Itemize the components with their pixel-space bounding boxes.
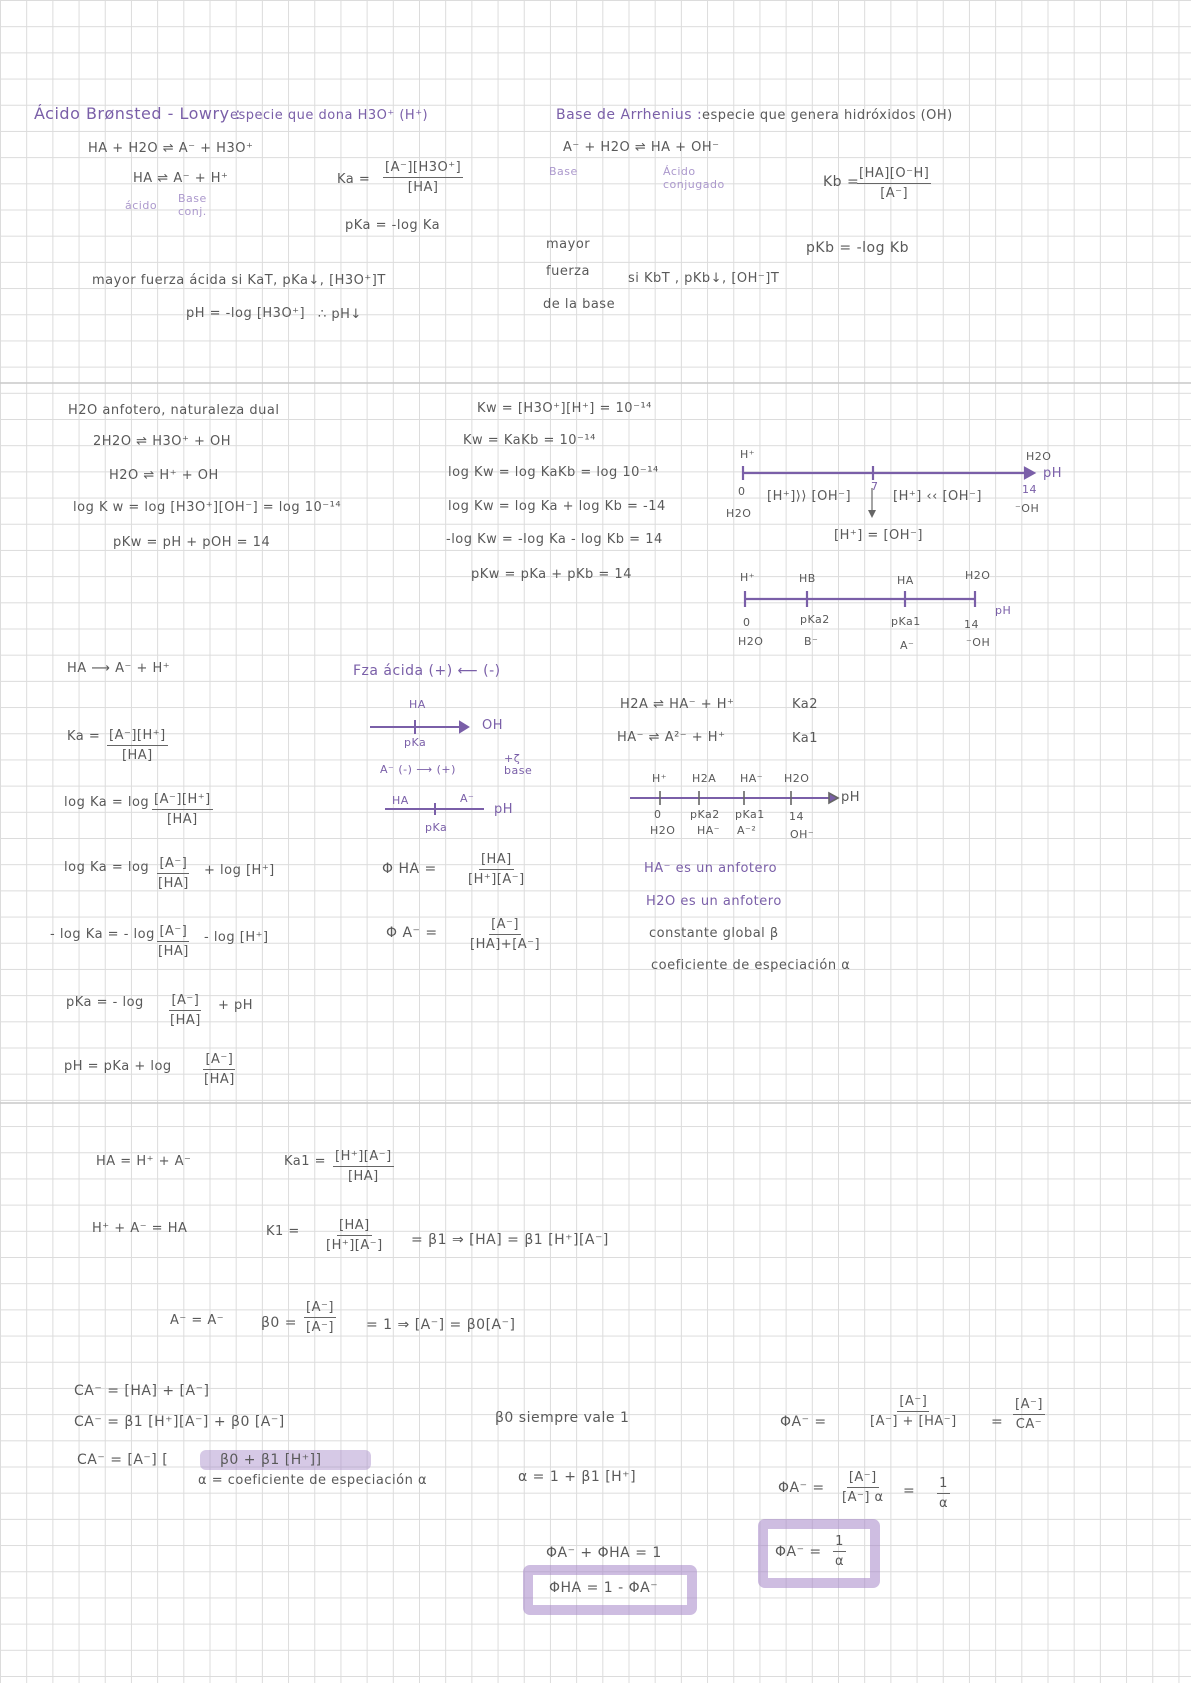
scale2-ha: HA [897, 574, 914, 587]
phi-ha-denominator: [H⁺][A⁻] [468, 872, 525, 887]
ka-fraction [383, 160, 463, 195]
kw-l4: log Kw = log Ka + log Kb = -14 [448, 499, 666, 514]
bronsted-eq1: HA + H2O ⇌ A⁻ + H3O⁺ [88, 141, 254, 156]
betas-eq1: HA = H⁺ + A⁻ [96, 1154, 192, 1169]
betas-k1-rhs: = β1 ⇒ [HA] = β1 [H⁺][A⁻] [411, 1232, 609, 1248]
phi-a2-equals: = [903, 1483, 916, 1499]
ph-definition: pH = -log [H3O⁺] [186, 306, 306, 321]
log3-rhs: - log [H⁺] [204, 930, 269, 945]
label-base-conj: Base conj. [178, 192, 207, 219]
log3-numerator: [A⁻] [157, 924, 189, 942]
scale1-zero: 0 [738, 485, 746, 498]
betas-k1-lhs: K1 = [266, 1224, 300, 1239]
scale1-h2o-bottom: H2O [726, 507, 752, 520]
diprotic-bot-h2o: H2O [650, 824, 676, 837]
betas-b0-numerator: [A⁻] [304, 1300, 336, 1318]
phi-a1-fraction [868, 1394, 959, 1429]
betas-ka-fraction [333, 1149, 394, 1184]
kb-denominator: [A⁻] [880, 186, 909, 201]
base-strength-rule: si KbT , pKb↓, [OH⁻]T [628, 271, 780, 286]
scale2-b-minus: B⁻ [804, 635, 819, 648]
alpha-l3-highlighted: β0 + β1 [H⁺]] [220, 1452, 322, 1468]
label-acid-conj: Ácido conjugado [663, 165, 725, 192]
ka-denominator: [HA] [407, 180, 439, 195]
b0-always-one: β0 siempre vale 1 [495, 1410, 630, 1426]
alpha-l4: α = coeficiente de especiación α [198, 1473, 428, 1488]
arrhenius-eq: A⁻ + H2O ⇌ HA + OH⁻ [563, 140, 720, 155]
diprotic-k2: Ka1 [792, 731, 819, 746]
diprotic-pk-0: 0 [654, 808, 662, 821]
log1-lhs: log Ka = log [64, 795, 150, 810]
phi-a-lhs: Φ A⁻ = [386, 925, 438, 941]
phi-a2-lhs: ΦA⁻ = [778, 1480, 825, 1496]
diprotic-pk-14: 14 [789, 810, 804, 823]
phi-a2-fraction-2 [937, 1476, 950, 1511]
log2-lhs: log Ka = log [64, 860, 150, 875]
ka2-numerator: [A⁻][H⁺] [107, 728, 168, 746]
arrhenius-definition: especie que genera hidróxidos (OH) [702, 108, 953, 123]
scale1-acid-side: [H⁺]⟩⟩ [OH⁻] [767, 489, 852, 504]
pka-hh-rhs: + pH [218, 998, 254, 1013]
scale2-pka1: pKa1 [891, 615, 921, 628]
diprotic-scale [630, 791, 838, 805]
scale2-hb: HB [799, 572, 816, 585]
strength-a-line: A⁻ (-) ⟶ (+) [380, 763, 456, 776]
scale1-oh: ⁻OH [1015, 502, 1040, 515]
base-strength-2: fuerza [546, 264, 590, 279]
scale1-seven: 7 [871, 480, 879, 493]
log3-denominator: [HA] [158, 944, 189, 959]
base-strength-3: de la base [543, 297, 616, 312]
scale2-h2o: H2O [965, 569, 991, 582]
betas-eq2: H⁺ + A⁻ = HA [92, 1221, 188, 1236]
scale1-h-plus: H⁺ [740, 448, 756, 461]
betas-k1-numerator: [HA] [337, 1218, 372, 1236]
log3-fraction [156, 924, 191, 959]
pkb-definition: pKb = -log Kb [806, 240, 909, 256]
bronsted-title: Ácido Brønsted - Lowry : [34, 104, 242, 123]
betas-b0-denominator: [A⁻] [306, 1320, 334, 1335]
diprotic-top-h: H⁺ [652, 772, 668, 785]
diprotic-pk-a1: pKa1 [735, 808, 765, 821]
betas-ka-denominator: [HA] [347, 1169, 379, 1184]
ka2-fraction [107, 728, 168, 763]
phi-a-fraction [468, 917, 542, 952]
betas-b0-lhs: β0 = [261, 1315, 298, 1331]
phi-a3-denominator: α [835, 1554, 845, 1569]
strength-pka2: pKa [425, 821, 448, 834]
pka-hh-lhs: pKa = - log [66, 995, 144, 1010]
phi-a2-numerator-2: 1 [937, 1476, 950, 1494]
phi-a2-denominator: [A⁻] α [842, 1490, 884, 1505]
alpha-l1: CA⁻ = [HA] + [A⁻] [74, 1383, 210, 1399]
phi-a-numerator: [A⁻] [489, 917, 521, 935]
ph-hh-denominator: [HA] [204, 1072, 235, 1087]
log2-numerator: [A⁻] [157, 856, 189, 874]
phi-a1-fraction-2 [1013, 1397, 1045, 1432]
label-base: Base [549, 165, 578, 178]
phi-ha-numerator: [HA] [479, 852, 514, 870]
scale1-ph: pH [1043, 466, 1063, 481]
water-amphoteric: H2O anfotero, naturaleza dual [68, 403, 280, 418]
betas-ka-lhs: Ka1 = [284, 1154, 327, 1169]
alpha-l2: CA⁻ = β1 [H⁺][A⁻] + β0 [A⁻] [74, 1414, 285, 1430]
betas-eq3: A⁻ = A⁻ [170, 1313, 225, 1328]
dissociation-eq: HA ⟶ A⁻ + H⁺ [67, 661, 171, 676]
strength-ph: pH [494, 802, 514, 817]
acid-strength-rule: mayor fuerza ácida si KaT, pKa↓, [H3O⁺]T [92, 273, 386, 288]
diprotic-eq1: H2A ⇌ HA⁻ + H⁺ [620, 697, 735, 712]
scale1-h2o-top: H2O [1026, 450, 1052, 463]
strength-ha: HA [409, 698, 426, 711]
ph-hh-fraction [202, 1052, 237, 1087]
phi-a2-numerator: [A⁻] [847, 1470, 879, 1488]
diprotic-eq2: HA⁻ ⇌ A²⁻ + H⁺ [617, 730, 726, 745]
diprotic-top-ha: HA⁻ [740, 772, 764, 785]
ka-numerator: [A⁻][H3O⁺] [383, 160, 463, 178]
pka-hh-fraction [168, 993, 203, 1028]
strength-base-note: +ζ base [504, 752, 533, 778]
diprotic-bot-oh: OH⁻ [790, 828, 815, 841]
pka-definition: pKa = -log Ka [345, 218, 441, 233]
kb-lhs: Kb = [823, 174, 860, 190]
log1-fraction [152, 792, 213, 827]
phi-a1-numerator: [A⁻] [897, 1394, 929, 1412]
kw-l2: Kw = KaKb = 10⁻¹⁴ [463, 433, 596, 448]
scale1-neutral: [H⁺] = [OH⁻] [834, 528, 923, 543]
phi-a2-denominator-2: α [939, 1496, 949, 1511]
kb-numerator: [HA][O⁻H] [857, 166, 931, 184]
ka2-lhs: Ka = [67, 729, 101, 744]
strength-title: Fza ácida (+) ⟵ (-) [353, 663, 501, 679]
diprotic-ph: pH [841, 790, 861, 805]
betas-k1-fraction [324, 1218, 385, 1253]
scale2-oh: ⁻OH [966, 636, 991, 649]
pkw-eq: pKw = pH + pOH = 14 [113, 535, 271, 550]
strength-pka: pKa [404, 736, 427, 749]
log3-lhs: - log Ka = - log [50, 927, 155, 942]
scale1-fourteen: 14 [1022, 483, 1037, 496]
betas-k1-denominator: [H⁺][A⁻] [326, 1238, 383, 1253]
alpha-equation: α = 1 + β1 [H⁺] [518, 1469, 637, 1485]
log1-numerator: [A⁻][H⁺] [152, 792, 213, 810]
note-speciation-coef: coeficiente de especiación α [651, 958, 851, 973]
log1-denominator: [HA] [166, 812, 198, 827]
ph-scale-2 [745, 591, 975, 607]
phi-sum: ΦA⁻ + ΦHA = 1 [546, 1545, 662, 1561]
diprotic-pk-a2: pKa2 [690, 808, 720, 821]
bronsted-definition: especie que dona H3O⁺ (H⁺) [230, 108, 429, 123]
kw-l5: -log Kw = -log Ka - log Kb = 14 [446, 532, 663, 547]
strength-a-minus: A⁻ [460, 792, 475, 805]
note-global-constant: constante global β [649, 926, 779, 941]
base-strength-1: mayor [546, 237, 591, 252]
scale2-pka2: pKa2 [800, 613, 830, 626]
diprotic-bot-a2: A⁻² [737, 824, 757, 837]
diprotic-k1: Ka2 [792, 697, 819, 712]
ka2-denominator: [HA] [121, 748, 153, 763]
kb-fraction [857, 166, 931, 201]
scale2-fourteen: 14 [964, 618, 979, 631]
phi-ha-complement: ΦHA = 1 - ΦA⁻ [549, 1580, 659, 1596]
scale2-h2o-bottom: H2O [738, 635, 764, 648]
ph-note: ∴ pH↓ [318, 307, 362, 322]
phi-a1-denominator: [A⁻] + [HA⁻] [870, 1414, 957, 1429]
kw-l3: log Kw = log KaKb = log 10⁻¹⁴ [448, 465, 659, 480]
diprotic-bot-ha: HA⁻ [697, 824, 721, 837]
ka-lhs: Ka = [337, 172, 371, 187]
phi-a1-numerator-2: [A⁻] [1013, 1397, 1045, 1415]
bronsted-eq2: HA ⇌ A⁻ + H⁺ [133, 171, 229, 186]
note-ha-amphoteric: HA⁻ es un anfotero [644, 861, 778, 876]
phi-a3-lhs: ΦA⁻ = [775, 1544, 822, 1560]
betas-b0-fraction [304, 1300, 336, 1335]
phi-a3-numerator: 1 [833, 1534, 846, 1552]
phi-ha-fraction [466, 852, 527, 887]
kw-l1: Kw = [H3O⁺][H⁺] = 10⁻¹⁴ [477, 401, 652, 416]
arrhenius-title: Base de Arrhenius : [556, 107, 703, 123]
scale2-zero: 0 [743, 616, 751, 629]
ph-hh-numerator: [A⁻] [203, 1052, 235, 1070]
ph-scale-1 [743, 466, 1034, 480]
phi-ha-lhs: Φ HA = [382, 861, 437, 877]
pka-hh-numerator: [A⁻] [169, 993, 201, 1011]
water-eq1: 2H2O ⇌ H3O⁺ + OH [93, 434, 232, 449]
betas-b0-rhs: = 1 ⇒ [A⁻] = β0[A⁻] [366, 1317, 516, 1333]
scale2-a-minus: A⁻ [900, 639, 915, 652]
log-kw-eq: log K w = log [H3O⁺][OH⁻] = log 10⁻¹⁴ [73, 500, 342, 515]
scale2-ph: pH [995, 604, 1012, 617]
scale1-base-side: [H⁺] ‹‹ [OH⁻] [893, 489, 982, 504]
phi-a1-lhs: ΦA⁻ = [780, 1414, 827, 1430]
diprotic-top-h2o: H2O [784, 772, 810, 785]
phi-a3-fraction [833, 1534, 846, 1569]
pka-hh-denominator: [HA] [170, 1013, 201, 1028]
kw-l6: pKw = pKa + pKb = 14 [471, 567, 632, 582]
note-h2o-amphoteric: H2O es un anfotero [646, 894, 782, 909]
phi-a1-equals: = [991, 1414, 1004, 1430]
phi-a-denominator: [HA]+[A⁻] [470, 937, 541, 952]
log2-rhs: + log [H⁺] [204, 863, 275, 878]
phi-a2-fraction [840, 1470, 886, 1505]
betas-ka-numerator: [H⁺][A⁻] [333, 1149, 394, 1167]
scale2-h-plus: H⁺ [740, 571, 756, 584]
strength-ha2: HA [392, 794, 409, 807]
diprotic-top-h2a: H2A [692, 772, 717, 785]
strength-oh: OH [482, 718, 504, 733]
log2-denominator: [HA] [158, 876, 189, 891]
alpha-l3-lhs: CA⁻ = [A⁻] [ [77, 1452, 169, 1468]
log2-fraction [156, 856, 191, 891]
label-acid: ácido [125, 199, 158, 212]
water-eq2: H2O ⇌ H⁺ + OH [109, 468, 219, 483]
ph-hh-lhs: pH = pKa + log [64, 1059, 172, 1074]
phi-a1-denominator-2: CA⁻ [1015, 1417, 1043, 1432]
